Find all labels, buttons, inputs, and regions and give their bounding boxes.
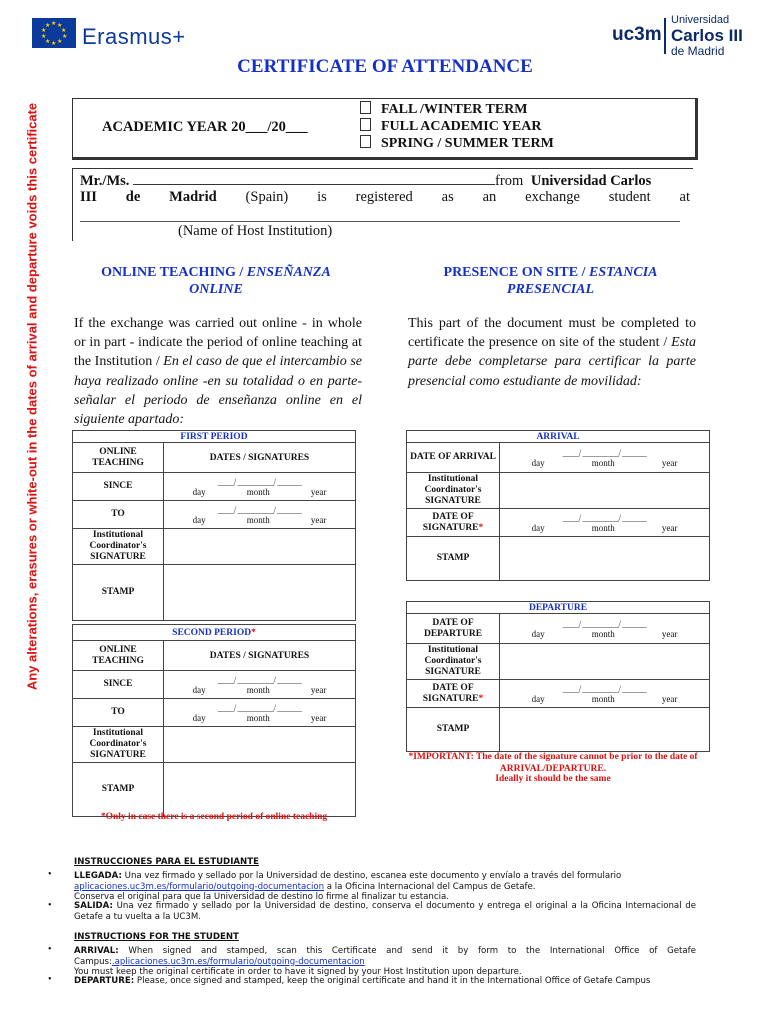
departure-date-field[interactable]: ____/ _________/ ______ day month year [500,614,710,644]
alteration-warning: Any alterations, erasures or white-out in the dates of arrival and departure voids this certificate [24,102,40,691]
stamp-field[interactable] [164,763,356,817]
presence-description: This part of the document must be completed to certificate the presence on site of the student / Esta parte debe completarse para certificar la parte presencial como estudiante de movilidad: [408,316,696,389]
stamp-field[interactable] [500,708,710,752]
stamp-field[interactable] [164,565,356,621]
since-label: SINCE [73,473,164,501]
arrival-header: ARRIVAL [407,431,710,443]
first-period-header: FIRST PERIOD [73,431,356,443]
to-label: TO [73,501,164,529]
first-period-table [72,430,356,621]
second-period-footnote: *Only in case there is a second period of online teaching [100,812,328,822]
arrival-table [406,430,710,581]
coordinator-signature-field[interactable] [164,727,356,763]
student-registration-line: III de Madrid (Spain) is registered as an exchange student at [80,189,690,205]
date-of-departure-label: DATE OF DEPARTURE [407,614,500,644]
stamp-label: STAMP [73,565,164,621]
instruction-llegada: LLEGADA: Una vez firmado y sellado por la Universidad de destino, escanea este documento y envíalo a través del formulario aplicaciones.uc3m.es/formulario/outgoing-documentacion a la Oficina Internacional del Campus de Getafe. Conserva el original para que la Universidad de destino lo firme al finalizar tu estancia. [74,871,622,902]
second-period-table [72,624,356,817]
term-checkbox[interactable] [360,135,371,148]
signature-date-ideal-note: Ideally it should be the same [495,774,611,784]
instruction-salida: SALIDA: Una vez firmado y sellado por la Universidad de destino, conserva el documento y entrega el original a la Oficina Internacional de Getafe a tu vuelta a la UC3M. [74,901,696,922]
signature-date-warning: *IMPORTANT: The date of the signature cannot be prior to the date of ARRIVAL/DEPARTURE. [408,752,698,774]
stamp-label: STAMP [407,537,500,581]
date-of-arrival-label: DATE OF ARRIVAL [407,443,500,473]
presence-heading: PRESENCE ON SITE / ESTANCIA PRESENCIAL [443,265,658,297]
erasmus-logo-text: Erasmus+ [82,24,186,49]
online-description: If the exchange was carried out online - in whole or in part - indicate the period of online teaching at the Institution / En el caso de que el intercambio se haya realizado online -en su totalidad o en parte- señalar el periodo de enseñanza online en el siguiente apartado: [74,316,362,428]
instruction-arrival: ARRIVAL: When signed and stamped, scan this Certificate and send it by form to the International Office of Getafe Campus:.aplicaciones.uc3m.es/formulario/outgoing-documentacion You must keep the original certificate in order to have it signed by your Host Institution upon departure. [74,946,696,977]
since-date-field[interactable]: ____/ _________/ ______ day month year [164,671,356,699]
stamp-label: STAMP [407,708,500,752]
to-label: TO [73,699,164,727]
date-of-signature-label: DATE OF SIGNATURE* [407,680,500,708]
dates-signatures-label: DATES / SIGNATURES [164,443,356,473]
term-checkbox[interactable] [360,118,371,131]
university-logo-name: Universidad Carlos III de Madrid [671,14,743,58]
coordinator-signature-label: Institutional Coordinator's SIGNATURE [73,727,164,763]
second-period-header: SECOND PERIOD* [73,625,356,641]
bullet-icon: • [48,944,52,955]
dates-signatures-label: DATES / SIGNATURES [164,641,356,671]
to-date-field[interactable]: ____/ _________/ ______ day month year [164,699,356,727]
stamp-label: STAMP [73,763,164,817]
coordinator-signature-field[interactable] [500,644,710,680]
bullet-icon: • [48,974,52,985]
term-checkbox[interactable] [360,101,371,114]
coordinator-signature-label: Institutional Coordinator's SIGNATURE [407,644,500,680]
signature-date-field[interactable]: ____/ _________/ ______ day month year [500,680,710,708]
date-of-signature-label: DATE OF SIGNATURE* [407,509,500,537]
to-date-field[interactable]: ____/ _________/ ______ day month year [164,501,356,529]
page-title: CERTIFICATE OF ATTENDANCE [237,56,533,77]
coordinator-signature-field[interactable] [500,473,710,509]
instruction-departure: DEPARTURE: Please, once signed and stamped, keep the original certificate and hand it in the International Office of Getafe Campus [74,976,651,986]
bullet-icon: • [48,900,52,911]
term-options: FALL /WINTER TERM FULL ACADEMIC YEAR SPRING / SUMMER TERM [360,101,554,152]
stamp-field[interactable] [500,537,710,581]
coordinator-signature-label: Institutional Coordinator's SIGNATURE [407,473,500,509]
since-label: SINCE [73,671,164,699]
online-teaching-label: ONLINE TEACHING [73,641,164,671]
online-teaching-label: ONLINE TEACHING [73,443,164,473]
student-name-line: Mr./Ms. from Universidad Carlos [80,173,652,189]
academic-year-label: ACADEMIC YEAR 20___/20___ [102,119,308,135]
instructions-en-heading: INSTRUCTIONS FOR THE STUDENT [74,932,239,942]
departure-table [406,601,710,752]
documentation-form-link[interactable]: aplicaciones.uc3m.es/formulario/outgoing-documentacion [74,881,325,892]
coordinator-signature-field[interactable] [164,529,356,565]
online-teaching-heading: ONLINE TEACHING / ENSEÑANZA ONLINE [101,265,331,297]
host-institution-label: (Name of Host Institution) [178,223,333,239]
logo-divider [664,18,666,54]
arrival-date-field[interactable]: ____/ _________/ ______ day month year [500,443,710,473]
departure-header: DEPARTURE [407,602,710,614]
documentation-form-link[interactable]: .aplicaciones.uc3m.es/formulario/outgoing-documentacion [111,956,365,967]
since-date-field[interactable]: ____/ _________/ ______ day month year [164,473,356,501]
bullet-icon: • [48,869,52,880]
student-name-field[interactable] [133,172,495,185]
signature-date-field[interactable]: ____/ _________/ ______ day month year [500,509,710,537]
uc3m-logo: uc3m [612,24,662,45]
eu-flag-logo: ★ ★ ★ ★ ★ ★ ★ ★ ★ ★ [32,18,76,48]
host-institution-field[interactable] [80,221,680,222]
coordinator-signature-label: Institutional Coordinator's SIGNATURE [73,529,164,565]
instructions-es-heading: INSTRUCCIONES PARA EL ESTUDIANTE [74,857,259,867]
